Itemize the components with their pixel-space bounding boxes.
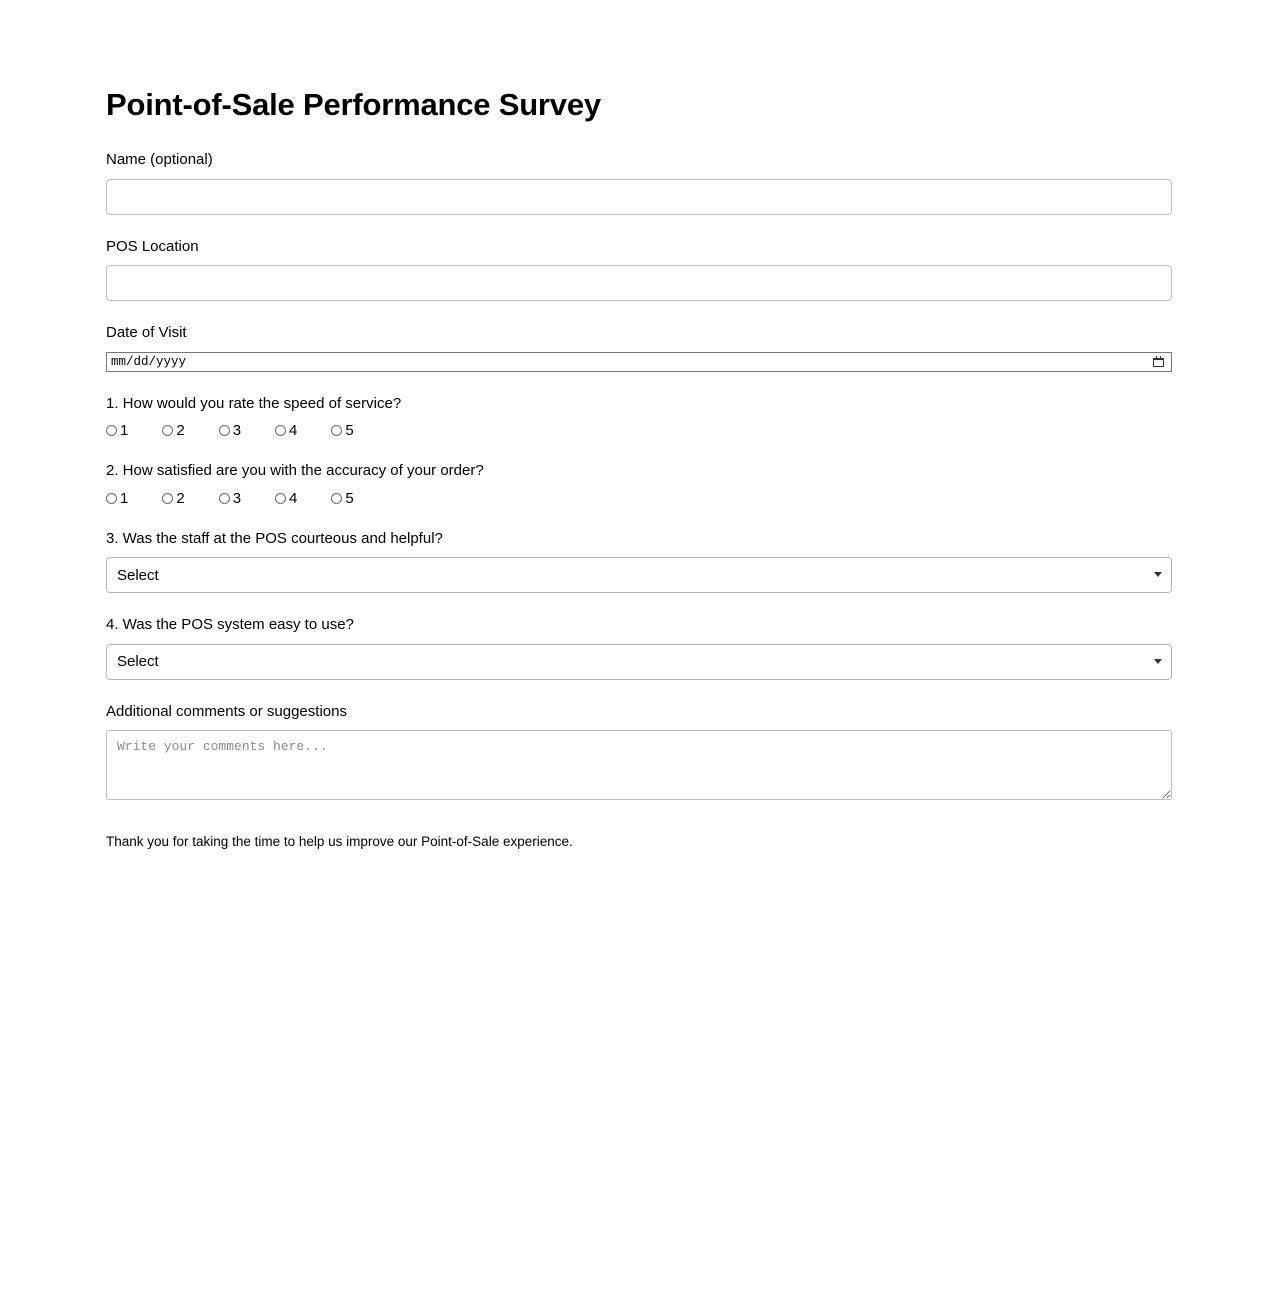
question-2-options: [106, 490, 1172, 507]
question-2-option-3[interactable]: [219, 490, 241, 507]
question-1-option-2-label: 2: [176, 422, 185, 440]
question-1-option-1-label: 1: [120, 422, 129, 440]
question-2-radio-4[interactable]: [275, 493, 286, 504]
footer-note: Thank you for taking the time to help us improve our Point-of-Sale experience.: [106, 834, 573, 850]
question-2-radio-2[interactable]: [162, 493, 173, 504]
question-4-text: 4. Was the POS system easy to use?: [106, 616, 354, 634]
question-1-radio-3[interactable]: [219, 425, 230, 436]
question-2-option-1[interactable]: [106, 490, 128, 507]
question-1-options: [106, 422, 1172, 439]
question-1-option-1[interactable]: [106, 422, 128, 439]
question-2-radio-3[interactable]: [219, 493, 230, 504]
question-4-select[interactable]: [106, 644, 1172, 680]
name-label: Name (optional): [106, 151, 213, 169]
question-1-option-2[interactable]: [162, 422, 184, 439]
question-2-option-4-label: 4: [289, 489, 298, 507]
question-1-radio-4[interactable]: [275, 425, 286, 436]
question-2-option-3-label: 3: [232, 489, 242, 507]
date-input-wrapper: [106, 352, 1172, 372]
date-of-visit-label: Date of Visit: [106, 324, 187, 342]
question-1-radio-2[interactable]: [162, 425, 173, 436]
pos-location-input[interactable]: [106, 265, 1172, 301]
question-1-radio-1[interactable]: [106, 425, 117, 436]
question-1-option-3[interactable]: [219, 422, 241, 439]
field-comments: [106, 702, 1172, 801]
question-2-text: 2. How satisfied are you with the accuracy of your order?: [106, 462, 484, 480]
field-pos-location: [106, 237, 1172, 302]
field-name: [106, 150, 1172, 215]
question-2-option-2-label: 2: [176, 489, 185, 507]
date-of-visit-input[interactable]: [106, 352, 1172, 372]
comments-textarea[interactable]: [106, 730, 1172, 800]
question-2-option-4[interactable]: [275, 490, 297, 507]
question-2-radio-5[interactable]: [331, 493, 342, 504]
question-4: [106, 615, 1172, 680]
comments-label: Additional comments or suggestions: [106, 702, 347, 720]
question-2-option-5-label: 5: [345, 489, 354, 507]
question-1-option-3-label: 3: [232, 422, 242, 440]
question-2-radio-1[interactable]: [106, 493, 117, 504]
question-2: [106, 461, 1172, 507]
question-3-text: 3. Was the staff at the POS courteous and helpful?: [106, 529, 443, 547]
question-3-select-wrapper: [106, 557, 1172, 593]
question-1-option-4-label: 4: [289, 422, 298, 440]
field-date-of-visit: [106, 323, 1172, 372]
question-2-option-2[interactable]: [162, 490, 184, 507]
question-1-option-4[interactable]: [275, 422, 297, 439]
question-4-select-wrapper: [106, 644, 1172, 680]
question-1-option-5-label: 5: [345, 422, 354, 440]
question-1-radio-5[interactable]: [331, 425, 342, 436]
question-1: [106, 394, 1172, 440]
page-title: Point-of-Sale Performance Survey: [106, 87, 601, 122]
question-3-select[interactable]: [106, 557, 1172, 593]
name-input[interactable]: [106, 179, 1172, 215]
pos-location-label: POS Location: [106, 237, 199, 255]
question-3: [106, 529, 1172, 594]
question-2-option-5[interactable]: [331, 490, 353, 507]
question-1-text: 1. How would you rate the speed of service?: [106, 394, 402, 412]
question-2-option-1-label: 1: [120, 489, 129, 507]
question-1-option-5[interactable]: [331, 422, 353, 439]
